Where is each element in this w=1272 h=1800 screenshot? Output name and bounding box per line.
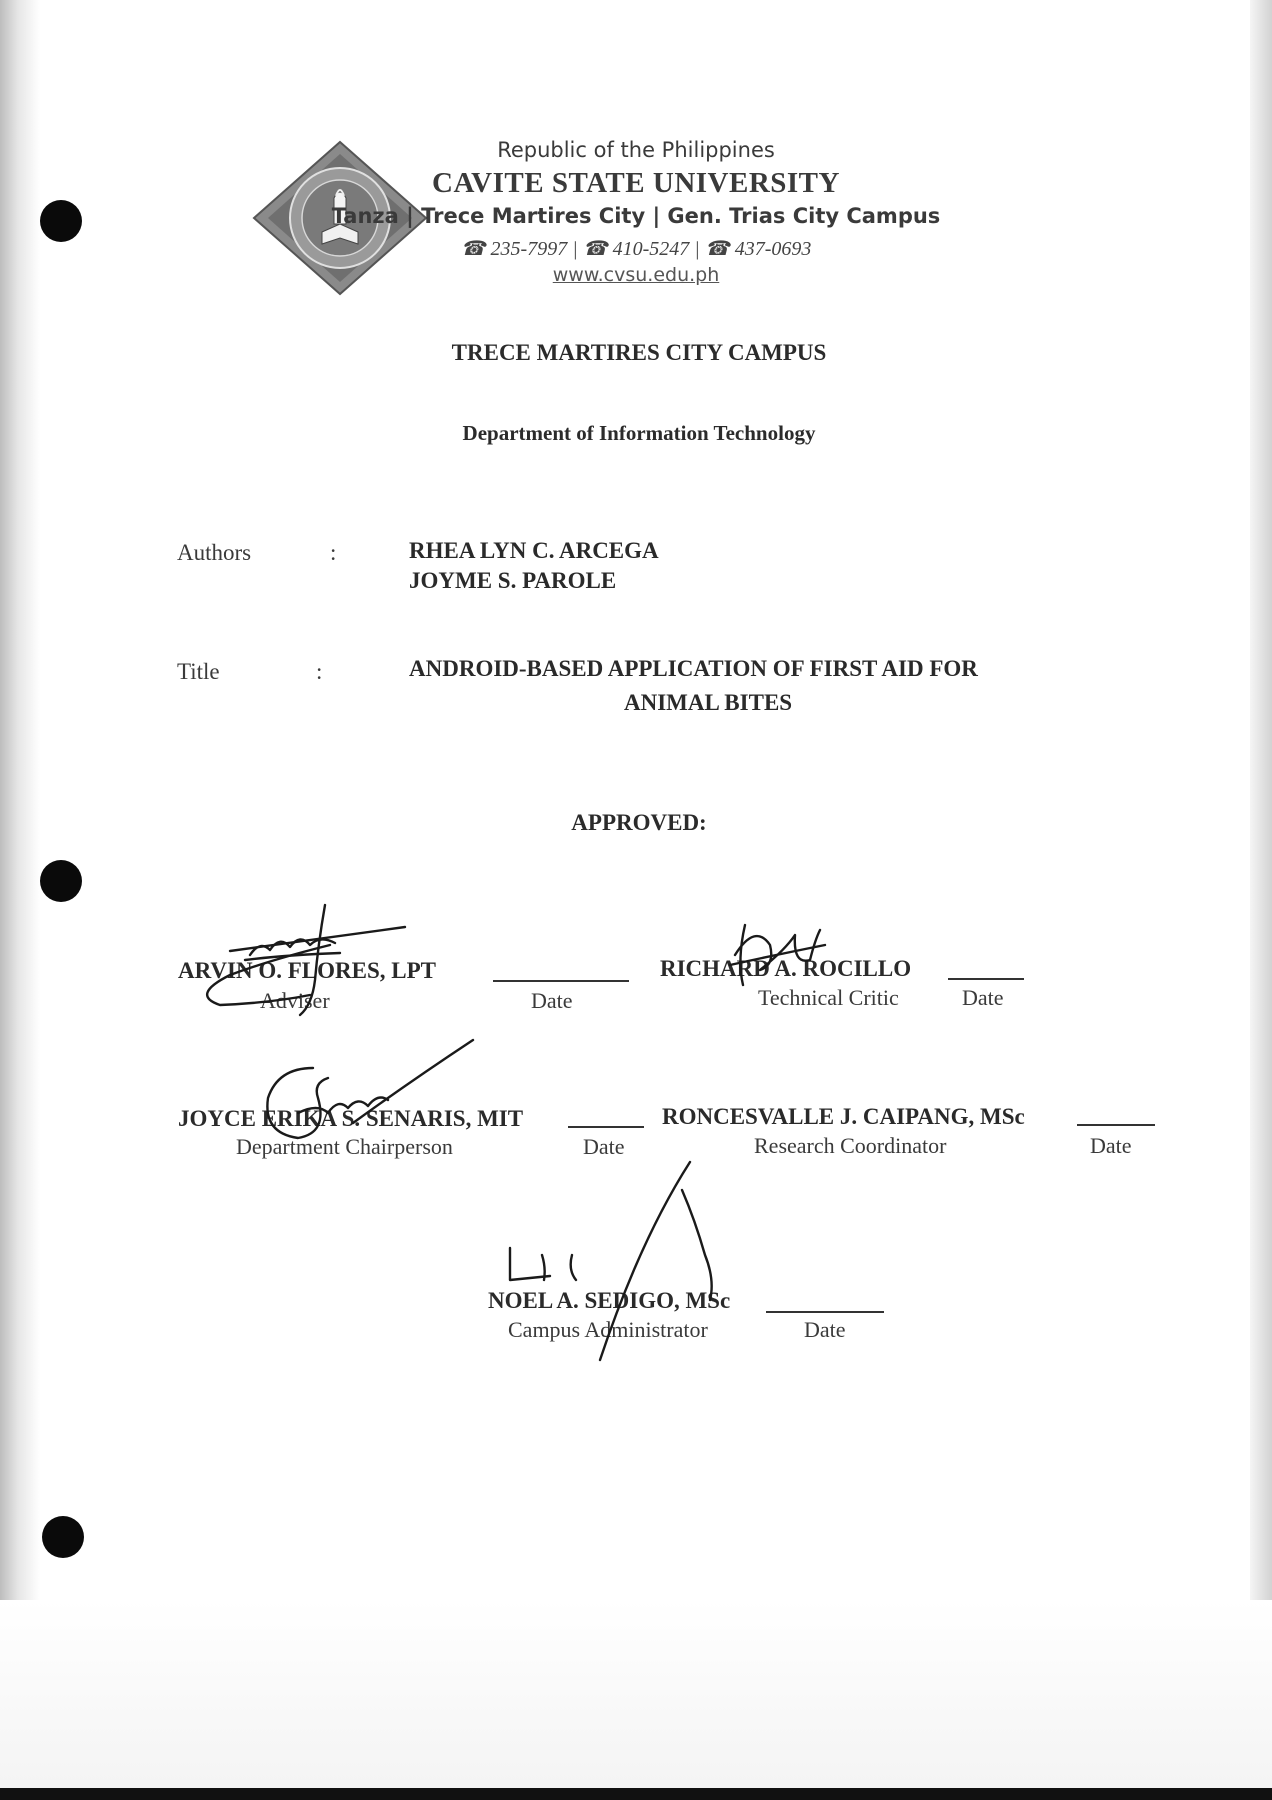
letterhead-phone-numbers: ☎ 235-7997 | ☎ 410-5247 | ☎ 437-0693 [460, 238, 812, 260]
date-label: Date [531, 988, 573, 1013]
scan-lower-tint [0, 1600, 1272, 1788]
department-heading: Department of Information Technology [462, 421, 816, 445]
scan-shadow-left [0, 0, 40, 1610]
signatory-name-adviser: ARVIN O. FLORES, LPT [178, 958, 436, 983]
campus-heading: TRECE MARTIRES CITY CAMPUS [451, 340, 827, 365]
signature-campus-administrator [500, 1160, 730, 1370]
signature-department-chairperson [258, 1038, 478, 1148]
thesis-title-line-2: ANIMAL BITES [624, 690, 793, 715]
approved-heading: APPROVED: [571, 810, 707, 835]
letterhead-university-name: CAVITE STATE UNIVERSITY [432, 167, 840, 199]
letterhead-website-link[interactable]: www.cvsu.edu.ph [552, 264, 720, 286]
date-label: Date [804, 1317, 846, 1342]
date-label: Date [962, 985, 1004, 1010]
date-line [948, 978, 1024, 980]
punch-hole-top [40, 200, 82, 242]
author-name: JOYME S. PAROLE [409, 568, 617, 593]
signatory-name-research-coordinator: RONCESVALLE J. CAIPANG, MSc [662, 1104, 1025, 1129]
author-name: RHEA LYN C. ARCEGA [409, 538, 659, 563]
thesis-title-line-1: ANDROID-BASED APPLICATION OF FIRST AID FOR [409, 656, 978, 681]
signatory-name-department-chairperson: JOYCE ERIKA S. SENARIS, MIT [178, 1106, 524, 1131]
date-line [493, 980, 629, 982]
letterhead-republic: Republic of the Philippines [497, 138, 775, 162]
signatory-role-technical-critic: Technical Critic [758, 985, 899, 1010]
punch-hole-bottom [42, 1516, 84, 1558]
title-label: Title [177, 659, 220, 684]
signatory-name-technical-critic: RICHARD A. ROCILLO [660, 956, 912, 981]
signatory-role-campus-administrator: Campus Administrator [508, 1317, 708, 1342]
date-label: Date [1090, 1133, 1132, 1158]
scan-shadow-right [1250, 0, 1272, 1780]
signature-adviser [190, 905, 410, 1020]
signatory-role-department-chairperson: Department Chairperson [236, 1134, 453, 1159]
date-line [1077, 1124, 1155, 1126]
signatory-role-adviser: Adviser [260, 988, 330, 1013]
signatory-role-research-coordinator: Research Coordinator [754, 1133, 947, 1158]
signatory-name-campus-administrator: NOEL A. SEDIGO, MSc [488, 1288, 731, 1313]
authors-colon: : [330, 540, 337, 565]
date-label: Date [583, 1134, 625, 1159]
signature-technical-critic [715, 915, 845, 1005]
date-line [766, 1311, 884, 1313]
title-colon: : [316, 659, 323, 684]
authors-label: Authors [177, 540, 252, 565]
scan-bottom-band [0, 1788, 1272, 1800]
letterhead-campuses: Tanza | Trece Martires City | Gen. Trias City Campus [331, 204, 941, 228]
date-line [568, 1126, 644, 1128]
punch-hole-middle [40, 860, 82, 902]
